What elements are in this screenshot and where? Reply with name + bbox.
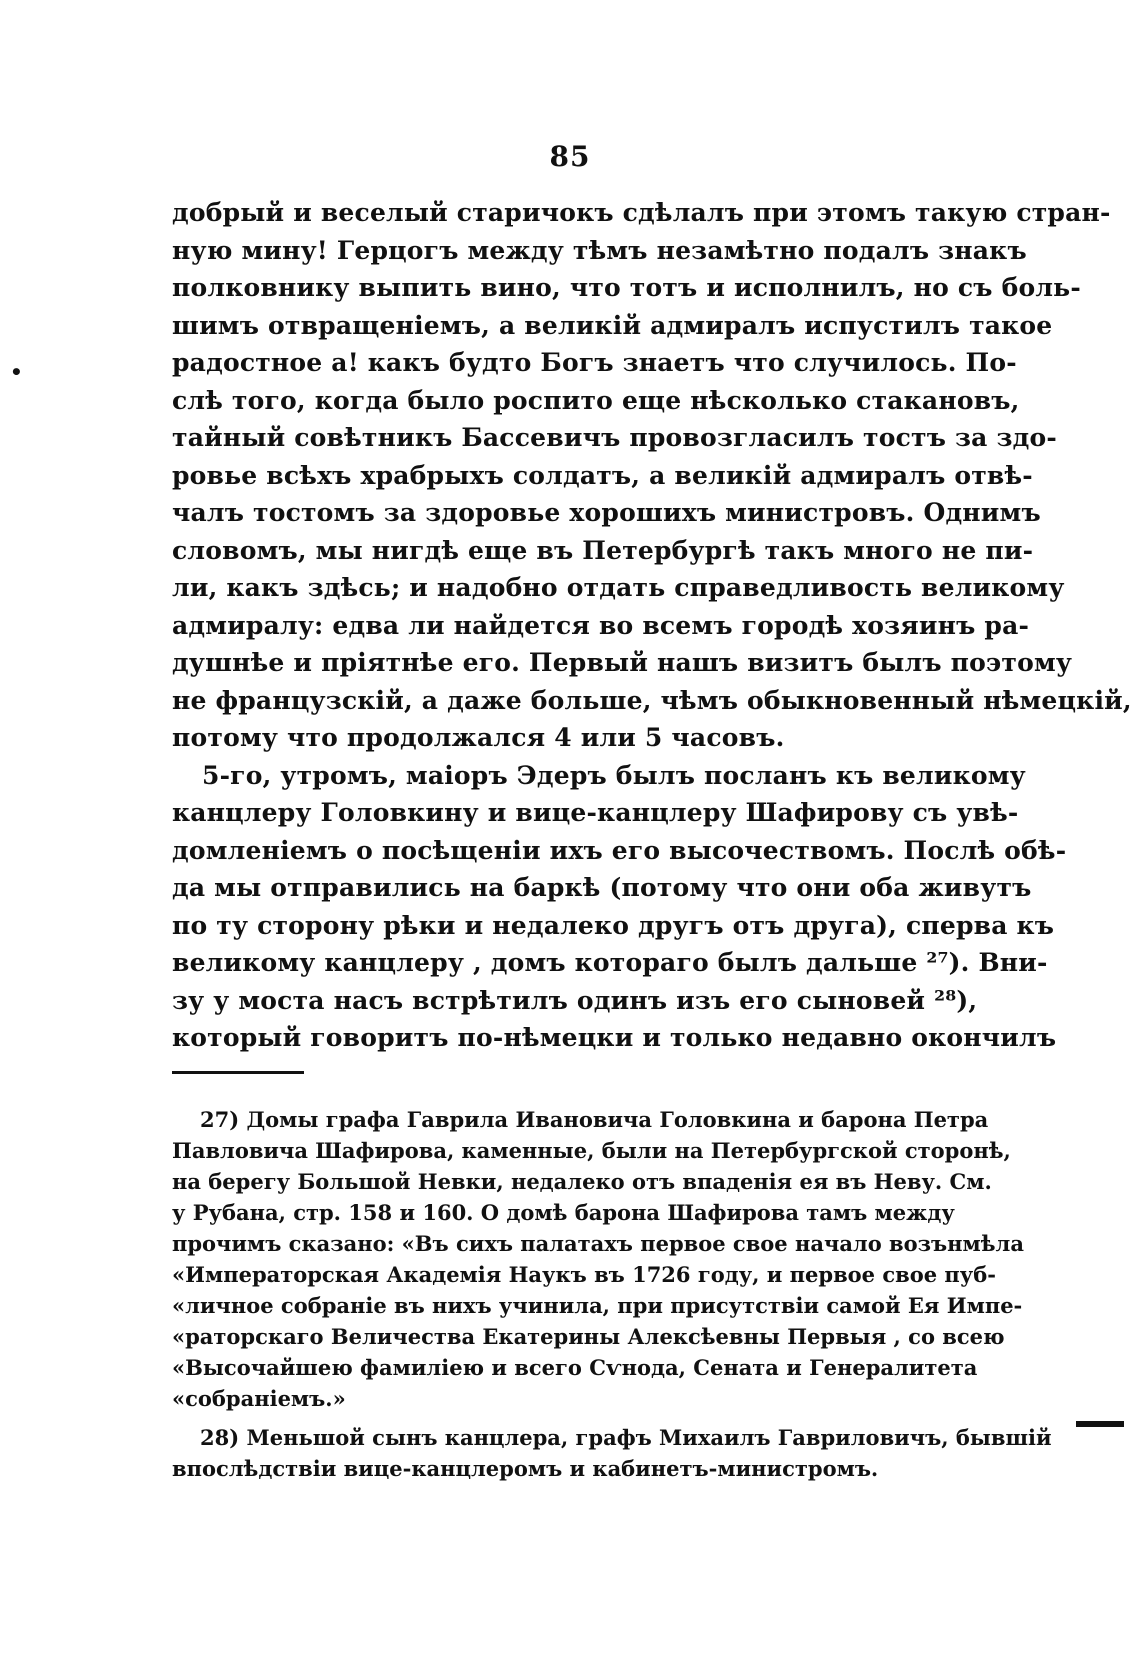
body-line: душнѣе и пріятнѣе его. Первый нашъ визитъ былъ поэтому	[172, 648, 1073, 677]
body-line: по ту сторону рѣки и недалеко другъ отъ друга), сперва къ	[172, 910, 1055, 940]
footnotes	[172, 1104, 1052, 1484]
margin-mark: •	[10, 360, 23, 384]
body-line: добрый и веселый старичокъ сдѣлалъ при этомъ такую стран-	[172, 198, 1111, 227]
body-line: канцлеру Головкину и вице-канцлеру Шафирову съ увѣ-	[172, 798, 1019, 827]
footnote-line: прочимъ сказано: «Въ сихъ палатахъ первое свое начало возънмѣла	[172, 1231, 1024, 1256]
footnote-line: впослѣдствіи вице-канцлеромъ и кабинетъ-министромъ.	[172, 1456, 879, 1481]
body-line: не французскій, а даже больше, чѣмъ обыкновенный нѣмецкій,	[172, 685, 1132, 715]
body-line: шимъ отвращеніемъ, а великій адмиралъ испустилъ такое	[172, 310, 1053, 340]
body-line: да мы отправились на баркѣ (потому что они оба живутъ	[172, 873, 1032, 902]
margin-rule-mark	[1076, 1421, 1124, 1427]
footnote-27	[172, 1104, 1024, 1414]
body-text	[172, 194, 1132, 1057]
page-number: 85	[549, 140, 591, 173]
body-line: словомъ, мы нигдѣ еще въ Петербургѣ такъ много не пи-	[172, 535, 1034, 565]
body-line: который говоритъ по-нѣмецки и только недавно окончилъ	[172, 1023, 1057, 1052]
body-line: чалъ тостомъ за здоровье хорошихъ министровъ. Однимъ	[172, 498, 1041, 527]
footnote-line: на берегу Большой Невки, недалеко отъ впаденія ея въ Неву. См.	[172, 1169, 992, 1194]
body-line: 5-го, утромъ, маіоръ Эдеръ былъ посланъ къ великому	[202, 760, 1026, 790]
footnote-28	[172, 1422, 1052, 1484]
footnote-line: «Императорская Академія Наукъ въ 1726 году, и первое свое пуб-	[172, 1262, 996, 1287]
body-line: адмиралу: едва ли найдется во всемъ городѣ хозяинъ ра-	[172, 610, 1030, 640]
footnote-line: «раторскаго Величества Екатерины Алексѣевны Первыя , со всею	[172, 1324, 1005, 1349]
body-line: ную мину! Герцогъ между тѣмъ незамѣтно подалъ знакъ	[172, 235, 1027, 265]
body-line: тайный совѣтникъ Бассевичъ провозгласилъ тостъ за здо-	[172, 423, 1057, 452]
footnote-gap	[172, 1414, 952, 1422]
footnote-line: у Рубана, стр. 158 и 160. О домѣ барона Шафирова тамъ между	[172, 1200, 955, 1225]
body-line: радостное а! какъ будто Богъ знаетъ что случилось. По-	[172, 348, 1017, 377]
footnote-line: «собраніемъ.»	[172, 1386, 346, 1411]
footnote-line: «Высочайшею фамиліею и всего Сѵнода, Сената и Генералитета	[172, 1355, 978, 1380]
footnote-separator	[172, 1071, 304, 1074]
body-line: домленіемъ о посѣщеніи ихъ его высочествомъ. Послѣ обѣ-	[172, 835, 1067, 865]
body-line: полковнику выпить вино, что тотъ и исполнилъ, но съ боль-	[172, 273, 1081, 302]
body-line: зу у моста насъ встрѣтилъ одинъ изъ его сыновей ²⁸),	[172, 985, 978, 1015]
body-line: потому что продолжался 4 или 5 часовъ.	[172, 723, 785, 752]
footnote-line: «личное собраніе въ нихъ учинила, при присутствіи самой Ея Импе-	[172, 1293, 1023, 1318]
body-line: ли, какъ здѣсь; и надобно отдать справедливость великому	[172, 573, 1065, 602]
body-line: ровье всѣхъ храбрыхъ солдатъ, а великій адмиралъ отвѣ-	[172, 460, 1033, 490]
footnote-line: 27) Домы графа Гаврила Ивановича Головкина и барона Петра	[200, 1107, 989, 1132]
footnote-line: Павловича Шафирова, каменные, были на Петербургской сторонѣ,	[172, 1138, 1011, 1163]
body-line: великому канцлеру , домъ котораго былъ дальше ²⁷). Вни-	[172, 948, 1048, 977]
body-line: слѣ того, когда было роспито еще нѣсколько стакановъ,	[172, 385, 1020, 415]
footnote-line: 28) Меньшой сынъ канцлера, графъ Михаилъ Гавриловичъ, бывшій	[200, 1425, 1052, 1450]
